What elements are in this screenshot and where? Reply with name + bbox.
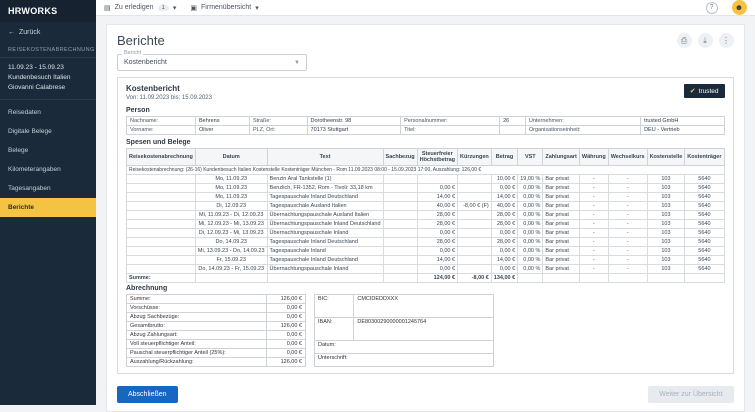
report-select-field [117,50,307,71]
person-orgunit-value: DEU - Vertrieb [641,126,724,135]
person-staffno-label: Personalnummer: [401,117,500,126]
cell-hoechst: 0,00 € [417,229,457,238]
cell-date: Mi, 13.09.23 - Do, 14.09.23 [195,247,267,256]
person-orgunit-label: Organisationseinheit: [525,126,640,135]
cell-betrag: 28,00 € [491,238,517,247]
cell-kurs: - [608,238,647,247]
billing-value: 0,00 € [267,313,306,322]
cell-kostentraeger: 5640 [685,229,724,238]
cell-betrag: 40,00 € [491,202,517,211]
col-waehrung: Währung [579,149,608,166]
billing-label: Vorschüsse: [127,304,267,313]
shield-check-icon: ✔ [689,88,696,95]
cell-sachbezug [383,247,417,256]
cell-zahlungsart: Bar privat [543,175,579,184]
print-icon[interactable]: ⎙ [677,33,692,48]
cell-hoechst: 28,00 € [417,211,457,220]
back-label: Zurück [19,29,41,36]
person-street-label: Straße: [249,117,307,126]
cell-zahlungsart: Bar privat [543,220,579,229]
person-company-value: trusted GmbH [641,117,724,126]
cell-waehrung: - [579,265,608,274]
trusted-badge [684,84,725,98]
table-row [127,175,725,184]
report-header [118,78,733,105]
iban-label: IBAN: [315,318,354,341]
sidebar-nav [0,100,96,217]
cell-waehrung: - [579,256,608,265]
cell-betrag: 0,00 € [491,247,517,256]
cell-kuerzung [458,238,492,247]
cell-kostenstelle: 103 [647,238,685,247]
cell-date: Mi, 12.09.23 - Mi, 13.09.23 [195,220,267,229]
table-row [315,318,494,341]
cell-date: Fr, 15.09.23 [195,256,267,265]
cell-hoechst: 40,00 € [417,202,457,211]
content [96,16,755,412]
cell-kurs: - [608,211,647,220]
cell-waehrung: - [579,184,608,193]
cell-kurs: - [608,193,647,202]
cell-hoechst: 14,00 € [417,256,457,265]
cell-kuerzung [458,175,492,184]
cell-zahlungsart: Bar privat [543,229,579,238]
cell-kuerzung [458,229,492,238]
app-logo[interactable] [0,0,96,22]
cell-sachbezug [383,184,417,193]
report-select-value: Kostenbericht [124,59,167,66]
cell-kurs: - [608,220,647,229]
header-actions [677,33,734,48]
cell-kostenstelle: 103 [647,229,685,238]
billing-label: Voll steuerpflichtiger Anteil: [127,340,267,349]
cell-kurs: - [608,256,647,265]
tasks-label: Zu erledigen [114,4,154,11]
expenses-section-title: Spesen und Belege [126,139,191,146]
cell-kurs: - [608,202,647,211]
report-preview [117,77,734,374]
cell-zahlungsart: Bar privat [543,265,579,274]
cell-vst: 0,00 % [518,202,543,211]
cell-date: Di, 12.09.23 [195,202,267,211]
person-section-title: Person [126,107,150,114]
cell-spacer [127,265,196,274]
cell-kostentraeger: 5640 [685,238,724,247]
billing-value: 126,00 € [267,358,306,367]
cell-kostentraeger: 5640 [685,220,724,229]
cell-kostenstelle: 103 [647,265,685,274]
table-row [127,193,725,202]
cell-spacer [127,238,196,247]
cell-spacer [127,229,196,238]
person-firstname-value: Oliver [195,126,249,135]
chevron-down-icon: ▾ [172,4,177,12]
report-card [106,24,745,412]
billing-section-title: Abrechnung [126,285,168,292]
cell-kostentraeger: 5640 [685,193,724,202]
table-row [127,238,725,247]
cell-vst: 0,00 % [518,247,543,256]
trip-person: Giovanni Calabrese [8,83,66,91]
sidebar-item-belege[interactable]: Belege [8,147,29,155]
cell-text: Tagespauschale Inland Deutschland [267,238,383,247]
sidebar-item-kilometerangaben[interactable]: Kilometerangaben [8,166,61,174]
billing-label: Auszahlung/Rückzahlung: [127,358,267,367]
cell-vst: 0,00 % [518,256,543,265]
cell-kostenstelle: 103 [647,247,685,256]
billing-label: Gesamtbrutto: [127,322,267,331]
table-row [127,247,725,256]
table-row [127,322,306,331]
sum-hoechst: 124,00 € [417,274,457,283]
billing-value: 0,00 € [267,349,306,358]
cell-waehrung: - [579,193,608,202]
cell-kuerzung [458,247,492,256]
cell-text: Übernachtungspauschale Inland [267,265,383,274]
billing-label: Abzug Sachbezüge: [127,313,267,322]
cell-sachbezug [383,265,417,274]
cell-betrag: 10,00 € [491,175,517,184]
tasks-menu[interactable] [104,4,176,12]
billing-value: 0,00 € [267,340,306,349]
cell-betrag: 0,00 € [491,229,517,238]
cell-waehrung: - [579,247,608,256]
person-street-value: Dorotheenstr. 98 [307,117,401,126]
cell-text: Benzin Aral Tankstelle (1) [267,175,383,184]
cell-date: Mo, 11.09.23 [195,184,267,193]
table-header-row [127,149,725,166]
cell-zahlungsart: Bar privat [543,193,579,202]
cell-kostenstelle: 103 [647,211,685,220]
cell-kuerzung [458,220,492,229]
sidebar [0,0,96,405]
cell-sachbezug [383,229,417,238]
company-menu[interactable] [190,4,258,12]
cell-vst: 0,00 % [518,193,543,202]
cell-zahlungsart: Bar privat [543,184,579,193]
page-title: Berichte [117,33,165,48]
cell-vst: 0,00 % [518,184,543,193]
col-sachbezug: Sachbezug [383,149,417,166]
billing-value: 0,00 € [267,304,306,313]
cell-hoechst: 0,00 € [417,247,457,256]
cell-text: Tagespauschale Inland Deutschland [267,256,383,265]
person-lastname-value: Behrens [195,117,249,126]
cell-kostentraeger: 5640 [685,175,724,184]
sidebar-item-reisedaten[interactable]: Reisedaten [8,109,41,117]
cell-sachbezug [383,193,417,202]
sum-kuerzung: -8,00 € [458,274,492,283]
next-overview-button[interactable]: Weiter zur Übersicht [648,386,733,403]
topbar [96,0,755,16]
cell-waehrung: - [579,211,608,220]
cell-zahlungsart: Bar privat [543,211,579,220]
cell-kostenstelle: 103 [647,184,685,193]
cell-kurs: - [608,184,647,193]
cell-kostentraeger: 5640 [685,211,724,220]
bic-value: CMCIDEDDXXX [354,295,494,318]
person-company-label: Unternehmen: [525,117,640,126]
billing-value: 0,00 € [267,331,306,340]
sum-betrag: 134,00 € [491,274,517,283]
col-wechselkurs: Wechselkurs [608,149,647,166]
table-row [127,358,306,367]
cell-vst: 0,00 % [518,220,543,229]
billing-label: Pauschal steuerpflichtiger Anteil (25%): [127,349,267,358]
report-select-label: Bericht [124,50,142,56]
col-datum: Datum [195,149,267,166]
cell-kuerzung [458,211,492,220]
sidebar-item-berichte[interactable]: Berichte [0,198,96,217]
avatar[interactable] [732,0,747,15]
cell-hoechst: 0,00 € [417,265,457,274]
cell-spacer [127,211,196,220]
cell-date: Do, 14.09.23 - Fr, 15.09.23 [195,265,267,274]
billing-label: Summe: [127,295,267,304]
card-header [107,25,744,50]
cell-text: Tagespauschale Inland Deutschland [267,193,383,202]
expenses-body [127,166,725,274]
group-row-label: Reisekostenabrechnung: (26-16) Kundenbesuch Italien Kostenstelle Kostenträger München - Rom 11.09.2023 08:00 - 15.09.2023 17:00, Auszahlung: 126,00 € [127,166,725,175]
col-kostenstelle: Kostenstelle [647,149,685,166]
building-icon: ▣ [190,4,198,12]
cell-betrag: 0,00 € [491,265,517,274]
cell-kuerzung [458,256,492,265]
cell-text: Tagespauschale Ausland Italien [267,202,383,211]
table-sum-row [127,274,725,283]
cell-spacer [127,256,196,265]
cell-waehrung: - [579,220,608,229]
table-row [127,304,306,313]
signature-label: Unterschrift: [315,354,494,367]
sidebar-section-title: REISEKOSTENABRECHNUNG [0,43,96,58]
cell-waehrung: - [579,202,608,211]
cell-kostentraeger: 5640 [685,184,724,193]
cell-kostenstelle: 103 [647,193,685,202]
cell-vst: 0,00 % [518,211,543,220]
sidebar-item-digitale-belege[interactable]: Digitale Belege [8,128,52,136]
finish-button[interactable]: Abschließen [117,386,178,403]
table-row [127,202,725,211]
col-zahlungsart: Zahlungsart [543,149,579,166]
cell-text: Übernachtungspauschale Ausland Italien [267,211,383,220]
cell-spacer [127,247,196,256]
cell-waehrung: - [579,238,608,247]
cell-vst: 0,00 % [518,265,543,274]
cell-hoechst: 0,00 € [417,184,457,193]
person-city-value: 70173 Stuttgart [307,126,401,135]
cell-zahlungsart: Bar privat [543,202,579,211]
table-row [127,265,725,274]
cell-kostentraeger: 5640 [685,202,724,211]
cell-hoechst [417,175,457,184]
col-kuerzungen: Kürzungen [458,149,492,166]
card-footer [107,380,744,411]
cell-betrag: 28,00 € [491,220,517,229]
help-icon[interactable]: ? [706,2,718,14]
clipboard-icon: ▤ [104,4,111,12]
report-select[interactable] [117,54,307,71]
cell-vst: 19,00 % [518,175,543,184]
table-row [315,354,494,367]
logo-text: HRWORKS [8,6,58,16]
cell-date: Do, 14.09.23 [195,238,267,247]
trip-purpose: Kundenbesuch Italien [8,73,71,81]
cell-betrag: 0,00 € [491,184,517,193]
avatar-glyph: ☻ [734,3,744,12]
chevron-down-icon-2: ▾ [255,4,259,12]
person-lastname-label: Nachname: [127,117,196,126]
col-vst: VST [518,149,543,166]
table-row [127,256,725,265]
cell-vst: 0,00 % [518,238,543,247]
cell-spacer [127,175,196,184]
table-row [127,184,725,193]
cell-waehrung: - [579,175,608,184]
table-row [127,349,306,358]
more-icon[interactable]: ⋮ [719,33,734,48]
cell-betrag: 28,00 € [491,211,517,220]
bic-label: BIC: [315,295,354,318]
table-row [127,331,306,340]
cell-date: Mo, 11.09.23 [195,175,267,184]
cell-spacer [127,193,196,202]
person-city-label: PLZ, Ort: [249,126,307,135]
cell-kostenstelle: 103 [647,220,685,229]
cell-betrag: 14,00 € [491,193,517,202]
table-row [127,220,725,229]
cell-kostenstelle: 103 [647,256,685,265]
cell-text: Benzlich, FR-1352, Rom - Tivoli: 33,18 km [267,184,383,193]
cell-vst: 0,00 % [518,229,543,238]
cell-waehrung: - [579,229,608,238]
cell-zahlungsart: Bar privat [543,256,579,265]
col-kostentraeger: Kostenträger [685,149,724,166]
billing-area [126,294,725,367]
main-area [96,0,755,405]
bank-table [314,294,494,367]
billing-value: 126,00 € [267,322,306,331]
expenses-table [126,148,725,283]
person-staffno-value: 26 [500,117,526,126]
person-firstname-label: Vorname: [127,126,196,135]
cell-kurs: - [608,265,647,274]
cell-kuerzung: -8,00 € (F) [458,202,492,211]
iban-value: DE80300290000001245764 [354,318,494,341]
cell-kostentraeger: 5640 [685,247,724,256]
cell-sachbezug [383,220,417,229]
cell-text: Übernachtungspauschale Inland Deutschland [267,220,383,229]
cell-kuerzung [458,184,492,193]
download-icon[interactable]: ⤓ [698,33,713,48]
person-title-label: Titel: [401,126,500,135]
table-row [127,295,306,304]
tasks-count-badge: 1 [158,5,169,11]
billing-label: Abzug Zahlungsart: [127,331,267,340]
table-row [127,211,725,220]
cell-kostentraeger: 5640 [685,265,724,274]
sum-label: Summe: [127,274,196,283]
cell-kuerzung [458,265,492,274]
col-betrag: Betrag [491,149,517,166]
company-label: Firmenübersicht [201,4,252,11]
cell-betrag: 14,00 € [491,256,517,265]
cell-hoechst: 28,00 € [417,238,457,247]
col-text: Text [267,149,383,166]
cell-kostenstelle: 103 [647,175,685,184]
cell-sachbezug [383,175,417,184]
back-button[interactable] [0,22,96,43]
billing-value: 126,00 € [267,295,306,304]
table-row [315,341,494,354]
cell-zahlungsart: Bar privat [543,247,579,256]
table-row [127,229,725,238]
cell-date: Mi, 11.09.23 - Di, 12.09.23 [195,211,267,220]
cell-text: Übernachtungspauschale Inland [267,229,383,238]
person-title-value [500,126,526,135]
cell-sachbezug [383,256,417,265]
cell-text: Tagespauschale Inland [267,247,383,256]
cell-kurs: - [608,175,647,184]
billing-table [126,294,306,367]
trusted-label: trusted [698,87,719,95]
trip-dates: 11.09.23 - 15.09.23 [8,64,64,71]
cell-spacer [127,184,196,193]
table-row [127,126,725,135]
table-row [315,295,494,318]
person-table [126,116,725,135]
cell-sachbezug [383,211,417,220]
table-row [127,313,306,322]
cell-spacer [127,202,196,211]
cell-date: Di, 12.09.23 - Mi, 13.09.23 [195,229,267,238]
table-row [127,117,725,126]
table-row [127,340,306,349]
report-subtitle: Von: 11.09.2023 bis: 15.09.2023 [126,95,212,101]
cell-zahlungsart: Bar privat [543,238,579,247]
cell-hoechst: 14,00 € [417,193,457,202]
sidebar-item-tagesangaben[interactable]: Tagesangaben [8,185,51,193]
cell-kuerzung [458,193,492,202]
arrow-left-icon: ← [8,29,15,36]
chevron-down-icon-select: ▼ [294,59,300,66]
cell-kurs: - [608,247,647,256]
date-label: Datum: [315,341,494,354]
trip-summary[interactable] [0,58,96,100]
col-hoechstbetrag: Steuerfreier Höchstbetrag [417,149,457,166]
col-reisekostenabrechnung: Reisekostenabrechnung [127,149,196,166]
cell-spacer [127,220,196,229]
cell-date: Mo, 11.09.23 [195,193,267,202]
cell-sachbezug [383,238,417,247]
cell-kostentraeger: 5640 [685,256,724,265]
table-group-row [127,166,725,175]
report-title: Kostenbericht [126,84,180,93]
cell-kostenstelle: 103 [647,202,685,211]
cell-sachbezug [383,202,417,211]
cell-kurs: - [608,229,647,238]
cell-hoechst: 28,00 € [417,220,457,229]
